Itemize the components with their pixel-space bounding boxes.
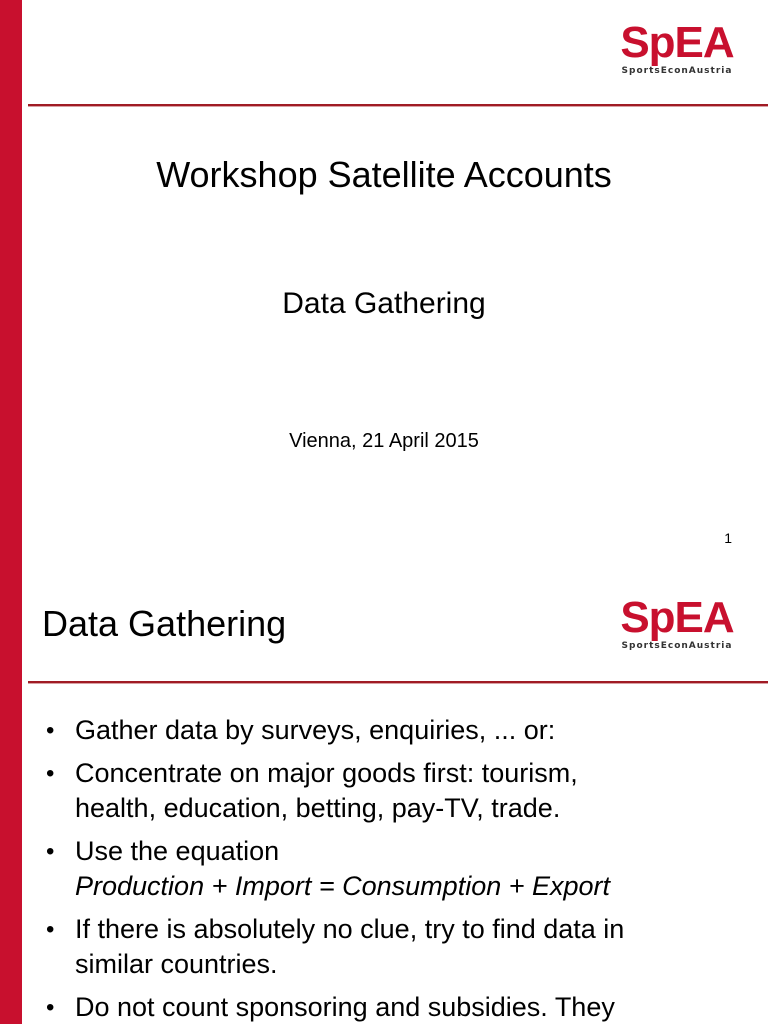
bullet-icon: • xyxy=(46,994,55,1021)
equation-text: Production + Import = Consumption + Export xyxy=(75,871,611,901)
bullet-icon: • xyxy=(46,916,55,943)
logo-tagline: SportsEconAustria xyxy=(621,641,733,651)
logo-wordmark: SpEA xyxy=(620,18,734,67)
header-divider xyxy=(28,104,768,107)
bullet-icon: • xyxy=(46,838,55,865)
spea-logo xyxy=(610,20,744,80)
slide-title: Data Gathering xyxy=(42,603,287,644)
slide-title: Workshop Satellite Accounts xyxy=(156,154,612,195)
list-item: • Gather data by surveys, enquiries, ... or: xyxy=(44,713,744,748)
place-date: Vienna, 21 April 2015 xyxy=(289,430,479,452)
bullet-icon: • xyxy=(46,717,55,744)
list-item: • Concentrate on major goods first: tourism, health, education, betting, pay-TV, trade. xyxy=(46,758,578,823)
bullet-list xyxy=(44,713,744,1033)
logo-tagline: SportsEconAustria xyxy=(621,66,733,76)
bullet-icon: • xyxy=(46,760,55,787)
slide-1 xyxy=(22,0,768,565)
page-number: 1 xyxy=(724,530,732,546)
slide-subtitle: Data Gathering xyxy=(282,287,486,320)
list-item: • Use the equation Production + Import = Consumption + Export xyxy=(44,834,744,904)
spea-logo xyxy=(610,595,744,655)
list-item: • If there is absolutely no clue, try to find data in similar countries. xyxy=(46,914,625,979)
left-accent-bar xyxy=(0,0,22,1024)
logo-wordmark: SpEA xyxy=(620,593,734,642)
list-item: • Do not count sponsoring and subsidies. They xyxy=(44,990,744,1025)
header-divider xyxy=(28,681,768,684)
